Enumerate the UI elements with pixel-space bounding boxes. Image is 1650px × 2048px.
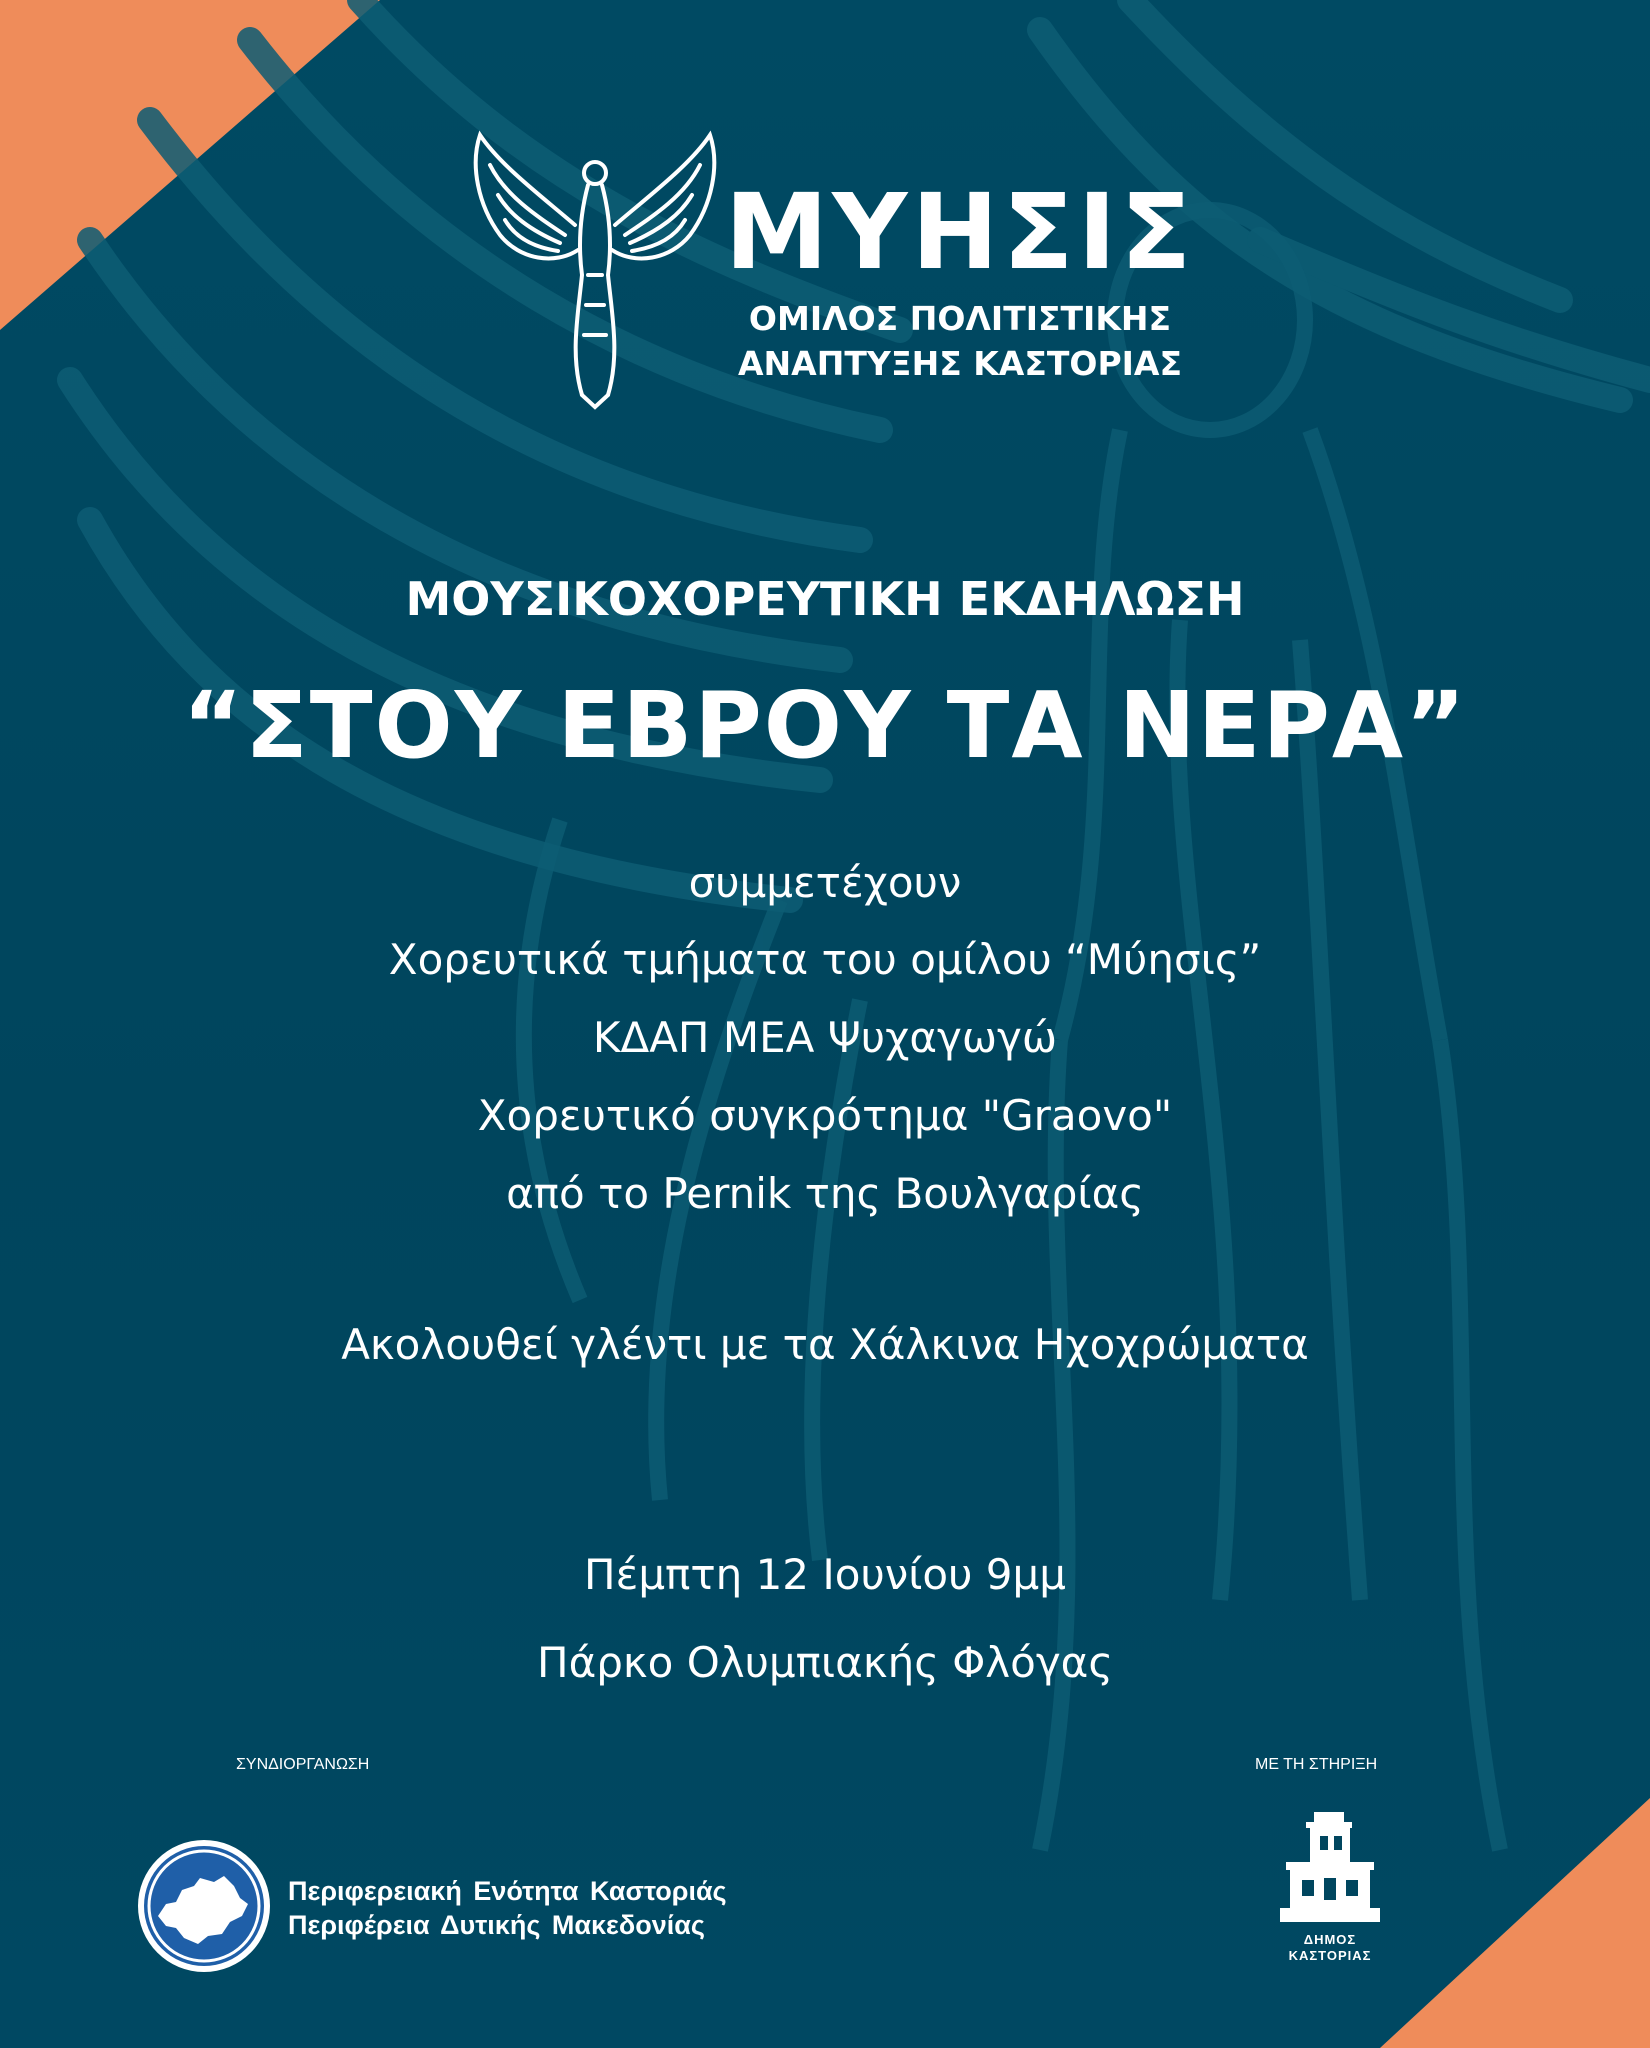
winged-figure-logo-icon <box>460 125 730 410</box>
coorganizer-label: ΣΥΝΔΙΟΡΓΑΝΩΣΗ <box>236 1756 370 1773</box>
event-date: Πέμπτη 12 Ιουνίου 9μμ <box>584 1550 1066 1599</box>
participant-line-3: Χορευτικό συγκρότημα "Graovo" <box>477 1091 1173 1140</box>
participant-line-1: Χορευτικά τμήματα του ομίλου “Μύησις” <box>388 935 1262 984</box>
participant-line-2: ΚΔΑΠ ΜΕΑ Ψυχαγωγώ <box>592 1013 1058 1062</box>
brand-name: ΜΥΗΣΙΣ <box>724 171 1196 293</box>
event-place: Πάρκο Ολυμπιακής Φλόγας <box>536 1638 1114 1687</box>
brand-subtitle-line2: ΑΝΑΠΤΥΞΗΣ ΚΑΣΤΟΡΙΑΣ <box>738 344 1182 383</box>
participants-heading: συμμετέχουν <box>688 858 962 907</box>
region-line-2: Περιφέρεια Δυτικής Μακεδονίας <box>288 1910 705 1940</box>
region-line-1: Περιφερειακή Ενότητα Καστοριάς <box>288 1876 727 1906</box>
event-title: “ΣΤΟΥ ΕΒΡΟΥ ΤΑ ΝΕΡΑ” <box>182 672 1468 779</box>
event-type: ΜΟΥΣΙΚΟΧΟΡΕΥΤΙΚΗ ΕΚΔΗΛΩΣΗ <box>405 572 1245 626</box>
municipality-logo-text: ΔΗΜΟΣ ΚΑΣΤΟΡΙΑΣ <box>1288 1932 1372 1963</box>
region-map-logo-icon <box>136 1838 272 1974</box>
followup-text: Ακολουθεί γλέντι με τα Χάλκινα Ηχοχρώματα <box>341 1320 1309 1369</box>
castle-logo-icon <box>1276 1808 1384 1928</box>
support-label: ΜΕ ΤΗ ΣΤΗΡΙΞΗ <box>1255 1756 1378 1773</box>
participant-line-4: από το Pernik της Βουλγαρίας <box>506 1169 1144 1218</box>
brand-subtitle-line1: ΟΜΙΛΟΣ ΠΟΛΙΤΙΣΤΙΚΗΣ <box>748 299 1172 338</box>
